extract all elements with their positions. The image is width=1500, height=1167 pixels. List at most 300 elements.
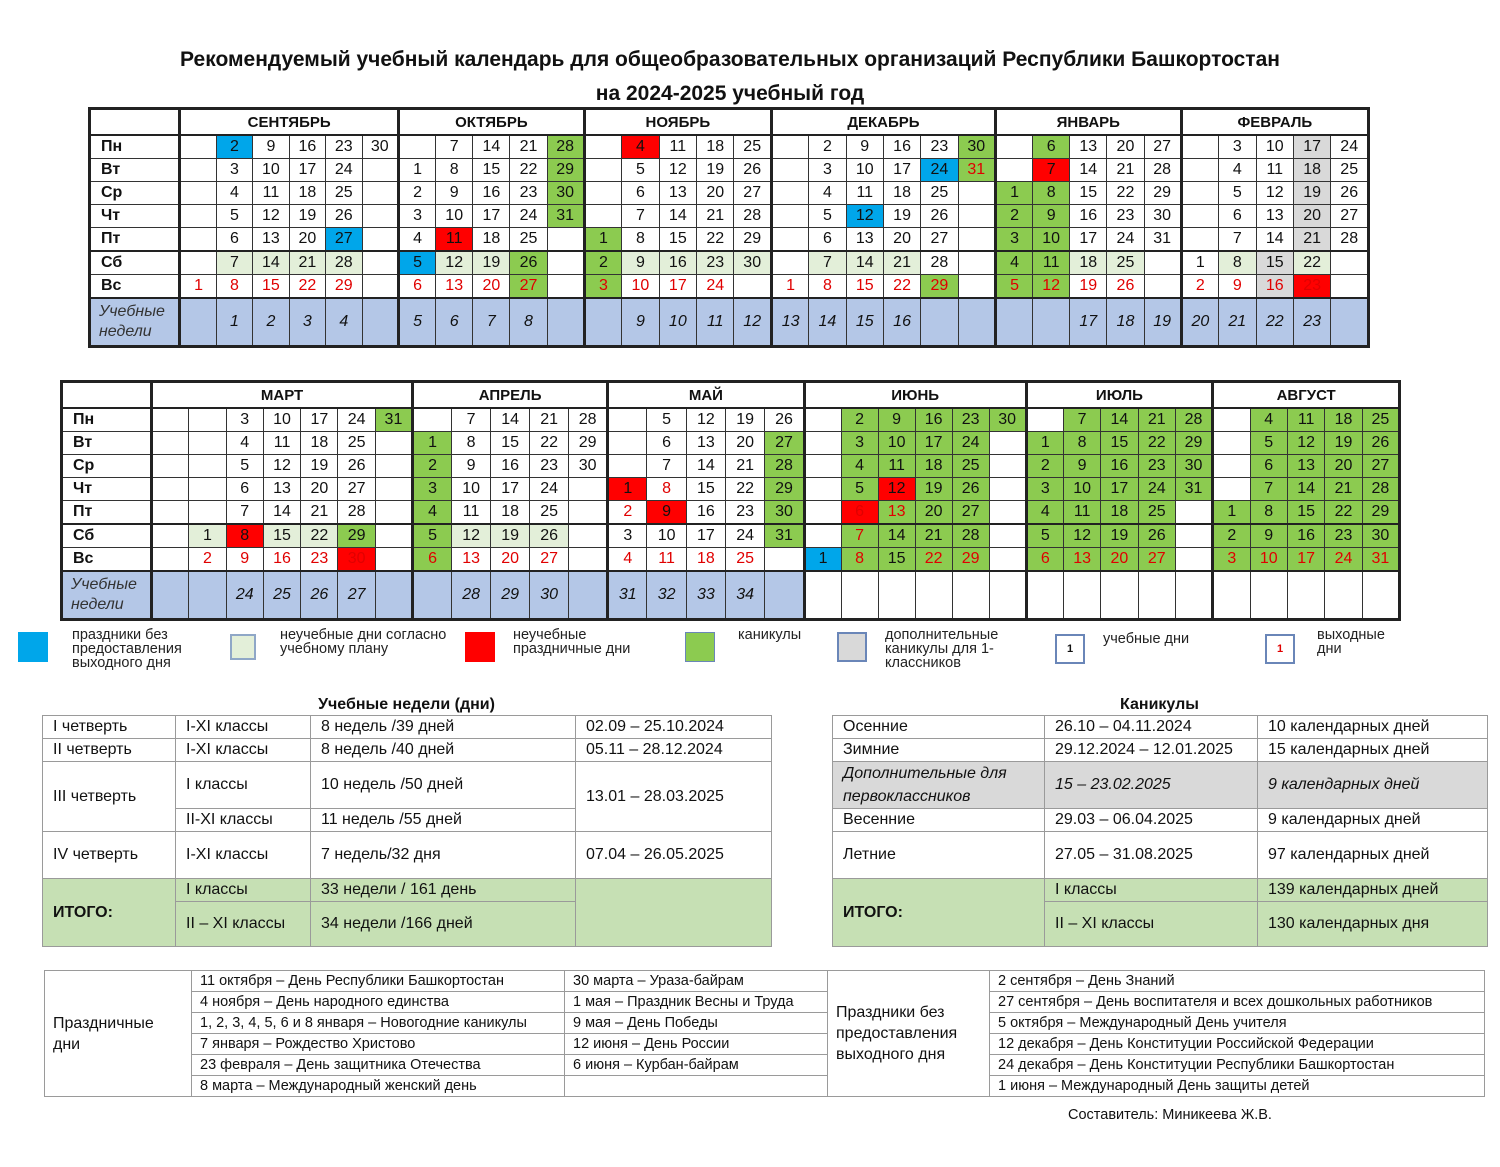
day-cell: 17 xyxy=(1293,135,1330,159)
legend-text: выходные дни xyxy=(1317,627,1385,657)
day-cell: 2 xyxy=(1213,524,1250,548)
week-number: 34 xyxy=(726,571,765,620)
day-cell: 12 xyxy=(659,159,696,182)
holidays-no-dayoff-line2: предоставления xyxy=(836,1025,958,1042)
day-cell xyxy=(362,275,398,299)
week-number xyxy=(584,298,621,347)
day-cell: 10 xyxy=(1063,478,1100,501)
week-number xyxy=(1287,571,1324,620)
total-label: ИТОГО: xyxy=(833,879,1045,947)
day-cell xyxy=(771,182,808,205)
weeks-days: 11 недель /55 дней xyxy=(311,809,576,832)
day-cell: 10 xyxy=(1033,228,1070,252)
holiday-item xyxy=(565,1076,828,1097)
week-number: 17 xyxy=(1070,298,1107,347)
day-cell: 5 xyxy=(622,159,659,182)
day-cell: 28 xyxy=(1331,228,1369,252)
day-cell: 5 xyxy=(841,478,878,501)
day-cell: 4 xyxy=(226,432,263,455)
day-cell xyxy=(152,432,189,455)
day-cell: 5 xyxy=(398,251,435,275)
day-cell: 2 xyxy=(584,251,621,275)
day-cell xyxy=(989,501,1026,525)
day-cell: 16 xyxy=(659,251,696,275)
day-cell: 27 xyxy=(1331,205,1369,228)
day-cell: 4 xyxy=(1026,501,1063,525)
day-cell: 20 xyxy=(883,228,920,252)
day-cell: 24 xyxy=(1325,548,1362,572)
day-cell: 7 xyxy=(809,251,846,275)
day-cell: 9 xyxy=(1219,275,1256,299)
date-range: 29.03 – 06.04.2025 xyxy=(1045,809,1258,832)
day-cell: 25 xyxy=(530,501,569,525)
holiday-item: 1 июня – Международный День защиты детей xyxy=(990,1076,1485,1097)
week-number: 23 xyxy=(1293,298,1330,347)
day-cell: 23 xyxy=(952,408,989,432)
day-cell: 26 xyxy=(921,205,958,228)
day-cell: 30 xyxy=(1144,205,1181,228)
day-cell: 12 xyxy=(452,524,491,548)
day-cell: 4 xyxy=(995,251,1032,275)
day-cell: 18 xyxy=(1325,408,1362,432)
day-cell: 18 xyxy=(491,501,530,525)
day-cell: 17 xyxy=(659,275,696,299)
day-cell: 12 xyxy=(1287,432,1324,455)
week-number: 6 xyxy=(436,298,473,347)
week-number xyxy=(921,298,958,347)
week-number: 28 xyxy=(452,571,491,620)
day-cell: 6 xyxy=(226,478,263,501)
vacation-name-line1: Дополнительные для xyxy=(843,765,1007,782)
legend-sample-school-day: 1 xyxy=(1055,634,1085,664)
week-number xyxy=(362,298,398,347)
day-cell xyxy=(1331,251,1369,275)
grades: II-XI классы xyxy=(176,809,311,832)
day-cell xyxy=(1181,135,1218,159)
day-cell: 10 xyxy=(846,159,883,182)
table-row xyxy=(45,1034,1485,1055)
day-cell: 6 xyxy=(1250,455,1287,478)
day-cell: 28 xyxy=(547,135,584,159)
weekday-label: Чт xyxy=(90,205,180,228)
day-cell: 17 xyxy=(301,408,338,432)
week-number: 10 xyxy=(659,298,696,347)
day-cell: 19 xyxy=(1293,182,1330,205)
day-cell: 10 xyxy=(253,159,289,182)
holiday-item: 1, 2, 3, 4, 5, 6 и 8 января – Новогодние каникулы xyxy=(192,1013,565,1034)
day-cell xyxy=(362,205,398,228)
day-cell: 29 xyxy=(734,228,771,252)
day-cell: 28 xyxy=(734,205,771,228)
day-cell: 28 xyxy=(1362,478,1399,501)
day-cell xyxy=(398,135,435,159)
day-cell: 10 xyxy=(622,275,659,299)
day-cell xyxy=(584,159,621,182)
month-header: ДЕКАБРЬ xyxy=(771,109,995,136)
day-cell: 16 xyxy=(915,408,952,432)
day-cell xyxy=(584,205,621,228)
week-number: 29 xyxy=(491,571,530,620)
holiday-item: 1 мая – Праздник Весны и Труда xyxy=(565,992,828,1013)
day-cell: 21 xyxy=(1293,228,1330,252)
day-cell: 12 xyxy=(1063,524,1100,548)
day-cell: 19 xyxy=(301,455,338,478)
day-cell: 15 xyxy=(659,228,696,252)
day-cell: 26 xyxy=(510,251,547,275)
week-number: 8 xyxy=(510,298,547,347)
day-cell: 17 xyxy=(289,159,325,182)
day-cell: 21 xyxy=(726,455,765,478)
day-cell: 14 xyxy=(491,408,530,432)
day-cell: 22 xyxy=(697,228,734,252)
day-cell: 6 xyxy=(841,501,878,525)
day-cell: 24 xyxy=(726,524,765,548)
day-cell xyxy=(1181,228,1218,252)
day-cell xyxy=(375,455,412,478)
legend-swatch-red xyxy=(465,632,495,662)
day-cell: 15 xyxy=(263,524,300,548)
day-cell: 17 xyxy=(915,432,952,455)
day-cell xyxy=(180,135,216,159)
day-cell: 27 xyxy=(921,228,958,252)
day-cell: 21 xyxy=(289,251,325,275)
day-cell: 16 xyxy=(1070,205,1107,228)
day-cell: 3 xyxy=(1213,548,1250,572)
week-number xyxy=(915,571,952,620)
day-cell: 7 xyxy=(1250,478,1287,501)
day-cell: 20 xyxy=(301,478,338,501)
week-number: 3 xyxy=(289,298,325,347)
day-cell: 16 xyxy=(883,135,920,159)
day-cell: 10 xyxy=(1250,548,1287,572)
weekday-label: Вт xyxy=(90,159,180,182)
week-number xyxy=(952,571,989,620)
week-number xyxy=(958,298,995,347)
day-cell: 9 xyxy=(436,182,473,205)
day-cell xyxy=(152,408,189,432)
week-number xyxy=(989,571,1026,620)
day-cell: 7 xyxy=(1219,228,1256,252)
day-cell xyxy=(1213,455,1250,478)
day-cell xyxy=(958,228,995,252)
quarter-name: II четверть xyxy=(43,739,176,762)
weekday-label: Вс xyxy=(62,548,152,572)
day-cell: 30 xyxy=(765,501,804,525)
day-cell: 26 xyxy=(338,455,375,478)
date-range: 07.04 – 26.05.2025 xyxy=(576,832,772,879)
week-number xyxy=(189,571,226,620)
day-cell: 17 xyxy=(491,478,530,501)
day-cell xyxy=(362,182,398,205)
day-cell: 11 xyxy=(659,135,696,159)
weekday-row xyxy=(62,548,1400,572)
day-cell: 15 xyxy=(491,432,530,455)
week-number: 12 xyxy=(734,298,771,347)
table-row xyxy=(833,879,1488,902)
page-title-line2: на 2024-2025 учебный год xyxy=(595,82,865,105)
date-range: 13.01 – 28.03.2025 xyxy=(576,762,772,832)
day-cell: 2 xyxy=(995,205,1032,228)
day-cell: 5 xyxy=(1250,432,1287,455)
day-cell xyxy=(608,432,647,455)
day-cell: 1 xyxy=(804,548,841,572)
day-cell: 18 xyxy=(697,135,734,159)
day-cell: 19 xyxy=(1101,524,1138,548)
week-number xyxy=(1325,571,1362,620)
day-cell xyxy=(1213,408,1250,432)
day-cell xyxy=(804,432,841,455)
day-cell: 20 xyxy=(726,432,765,455)
weekday-row xyxy=(62,478,1400,501)
day-cell: 1 xyxy=(180,275,216,299)
day-cell: 10 xyxy=(452,478,491,501)
day-cell: 6 xyxy=(1219,205,1256,228)
day-cell: 3 xyxy=(226,408,263,432)
date-range: 02.09 – 25.10.2024 xyxy=(576,716,772,739)
day-cell: 8 xyxy=(622,228,659,252)
duration: 139 календарных дней xyxy=(1258,879,1488,902)
page-title-line1: Рекомендуемый учебный календарь для общеобразовательных организаций Республики Башкортостан xyxy=(180,48,1280,71)
day-cell: 2 xyxy=(1026,455,1063,478)
day-cell xyxy=(189,478,226,501)
date-range: 27.05 – 31.08.2025 xyxy=(1045,832,1258,879)
weekday-label: Чт xyxy=(62,478,152,501)
week-number xyxy=(1063,571,1100,620)
day-cell xyxy=(375,501,412,525)
day-cell xyxy=(569,524,608,548)
day-cell: 28 xyxy=(952,524,989,548)
holidays-no-dayoff-line3: выходного дня xyxy=(836,1046,946,1063)
day-cell xyxy=(375,524,412,548)
day-cell: 11 xyxy=(1256,159,1293,182)
grades: I классы xyxy=(176,762,311,809)
day-cell: 11 xyxy=(647,548,686,572)
day-cell: 1 xyxy=(771,275,808,299)
day-cell: 27 xyxy=(338,478,375,501)
day-cell xyxy=(1175,548,1212,572)
day-cell: 16 xyxy=(1287,524,1324,548)
day-cell: 1 xyxy=(398,159,435,182)
day-cell: 29 xyxy=(338,524,375,548)
day-cell: 22 xyxy=(289,275,325,299)
table-row xyxy=(45,992,1485,1013)
day-cell: 24 xyxy=(1331,135,1369,159)
table-row xyxy=(833,832,1488,879)
day-cell: 5 xyxy=(413,524,452,548)
table-row xyxy=(45,1013,1485,1034)
day-cell: 1 xyxy=(1026,432,1063,455)
day-cell: 11 xyxy=(878,455,915,478)
day-cell: 11 xyxy=(1063,501,1100,525)
day-cell xyxy=(771,205,808,228)
holidays-no-dayoff-label xyxy=(828,971,990,1097)
day-cell: 30 xyxy=(569,455,608,478)
day-cell: 6 xyxy=(622,182,659,205)
day-cell: 17 xyxy=(1070,228,1107,252)
duration: 130 календарных дня xyxy=(1258,902,1488,947)
day-cell: 14 xyxy=(1070,159,1107,182)
day-cell: 31 xyxy=(547,205,584,228)
day-cell: 25 xyxy=(1107,251,1144,275)
day-cell: 10 xyxy=(436,205,473,228)
day-cell: 4 xyxy=(1219,159,1256,182)
duration: 10 календарных дней xyxy=(1258,716,1488,739)
study-weeks-row xyxy=(62,571,1400,620)
day-cell: 12 xyxy=(878,478,915,501)
day-cell: 13 xyxy=(878,501,915,525)
grades: I-XI классы xyxy=(176,716,311,739)
month-header: ЯНВАРЬ xyxy=(995,109,1181,136)
week-number: 19 xyxy=(1144,298,1181,347)
day-cell xyxy=(1213,432,1250,455)
day-cell: 26 xyxy=(765,408,804,432)
day-cell: 5 xyxy=(216,205,252,228)
day-cell: 16 xyxy=(686,501,725,525)
day-cell: 3 xyxy=(608,524,647,548)
vacation-name xyxy=(833,762,1045,809)
day-cell: 1 xyxy=(189,524,226,548)
day-cell: 3 xyxy=(1219,135,1256,159)
day-cell: 30 xyxy=(362,135,398,159)
day-cell: 31 xyxy=(765,524,804,548)
day-cell: 30 xyxy=(547,182,584,205)
day-cell: 1 xyxy=(584,228,621,252)
day-cell: 23 xyxy=(326,135,362,159)
day-cell: 21 xyxy=(697,205,734,228)
day-cell: 11 xyxy=(263,432,300,455)
day-cell: 14 xyxy=(846,251,883,275)
weekday-label: Вс xyxy=(90,275,180,299)
day-cell: 22 xyxy=(510,159,547,182)
day-cell xyxy=(804,478,841,501)
grades: I-XI классы xyxy=(176,739,311,762)
day-cell: 28 xyxy=(569,408,608,432)
day-cell: 3 xyxy=(584,275,621,299)
grades: II – XI классы xyxy=(1045,902,1258,947)
day-cell xyxy=(189,432,226,455)
day-cell: 5 xyxy=(1026,524,1063,548)
day-cell: 13 xyxy=(253,228,289,252)
week-number: 20 xyxy=(1181,298,1218,347)
day-cell: 19 xyxy=(473,251,510,275)
grades: I классы xyxy=(1045,879,1258,902)
day-cell: 9 xyxy=(1033,205,1070,228)
day-cell xyxy=(958,182,995,205)
day-cell: 8 xyxy=(809,275,846,299)
day-cell: 10 xyxy=(263,408,300,432)
day-cell: 11 xyxy=(253,182,289,205)
day-cell: 4 xyxy=(608,548,647,572)
day-cell xyxy=(1213,478,1250,501)
day-cell: 22 xyxy=(726,478,765,501)
legend-swatch-lightgreen xyxy=(230,634,256,660)
quarter-name: I четверть xyxy=(43,716,176,739)
week-number: 25 xyxy=(263,571,300,620)
day-cell xyxy=(569,548,608,572)
calendar-top xyxy=(88,107,1370,348)
day-cell: 2 xyxy=(809,135,846,159)
study-weeks-label: Учебные недели xyxy=(90,298,180,347)
day-cell: 9 xyxy=(253,135,289,159)
day-cell: 6 xyxy=(647,432,686,455)
quarter-name: IV четверть xyxy=(43,832,176,879)
day-cell: 2 xyxy=(189,548,226,572)
day-cell: 22 xyxy=(1107,182,1144,205)
holidays-table xyxy=(44,970,1485,1097)
table-row xyxy=(833,716,1488,739)
week-number xyxy=(1250,571,1287,620)
day-cell: 26 xyxy=(952,478,989,501)
day-cell: 2 xyxy=(841,408,878,432)
day-cell: 25 xyxy=(1331,159,1369,182)
week-number: 27 xyxy=(338,571,375,620)
day-cell: 12 xyxy=(1256,182,1293,205)
day-cell: 7 xyxy=(452,408,491,432)
day-cell: 4 xyxy=(216,182,252,205)
day-cell: 17 xyxy=(1287,548,1324,572)
legend-swatch-green xyxy=(685,632,715,662)
day-cell: 2 xyxy=(398,182,435,205)
day-cell: 29 xyxy=(765,478,804,501)
day-cell: 12 xyxy=(263,455,300,478)
day-cell: 11 xyxy=(436,228,473,252)
day-cell: 6 xyxy=(809,228,846,252)
weekday-row xyxy=(62,408,1400,432)
week-number xyxy=(1175,571,1212,620)
table-row xyxy=(43,879,772,902)
day-cell: 22 xyxy=(1138,432,1175,455)
day-cell: 1 xyxy=(995,182,1032,205)
vacations-table xyxy=(832,715,1488,947)
day-cell: 29 xyxy=(1144,182,1181,205)
day-cell: 10 xyxy=(878,432,915,455)
day-cell xyxy=(1144,251,1181,275)
day-cell xyxy=(771,135,808,159)
day-cell: 24 xyxy=(326,159,362,182)
day-cell: 3 xyxy=(809,159,846,182)
day-cell: 7 xyxy=(1063,408,1100,432)
study-weeks-table xyxy=(42,715,772,947)
duration: 9 календарных дней xyxy=(1258,762,1488,809)
table-row xyxy=(833,809,1488,832)
day-cell: 17 xyxy=(883,159,920,182)
day-cell xyxy=(989,478,1026,501)
day-cell: 24 xyxy=(697,275,734,299)
weekday-label: Ср xyxy=(90,182,180,205)
table-row xyxy=(43,832,772,879)
day-cell: 19 xyxy=(915,478,952,501)
week-number: 32 xyxy=(647,571,686,620)
week-number: 11 xyxy=(697,298,734,347)
calendar-bottom xyxy=(60,380,1401,621)
study-weeks-label: Учебные недели xyxy=(62,571,152,620)
day-cell: 4 xyxy=(1250,408,1287,432)
day-cell: 11 xyxy=(452,501,491,525)
grades: I классы xyxy=(176,879,311,902)
day-cell: 14 xyxy=(473,135,510,159)
day-cell: 9 xyxy=(647,501,686,525)
week-number xyxy=(375,571,412,620)
day-cell: 7 xyxy=(226,501,263,525)
day-cell xyxy=(152,548,189,572)
day-cell: 25 xyxy=(326,182,362,205)
day-cell: 27 xyxy=(510,275,547,299)
day-cell: 13 xyxy=(1070,135,1107,159)
day-cell xyxy=(1144,275,1181,299)
week-number: 18 xyxy=(1107,298,1144,347)
week-number xyxy=(878,571,915,620)
holiday-item: 23 февраля – День защитника Отечества xyxy=(192,1055,565,1076)
